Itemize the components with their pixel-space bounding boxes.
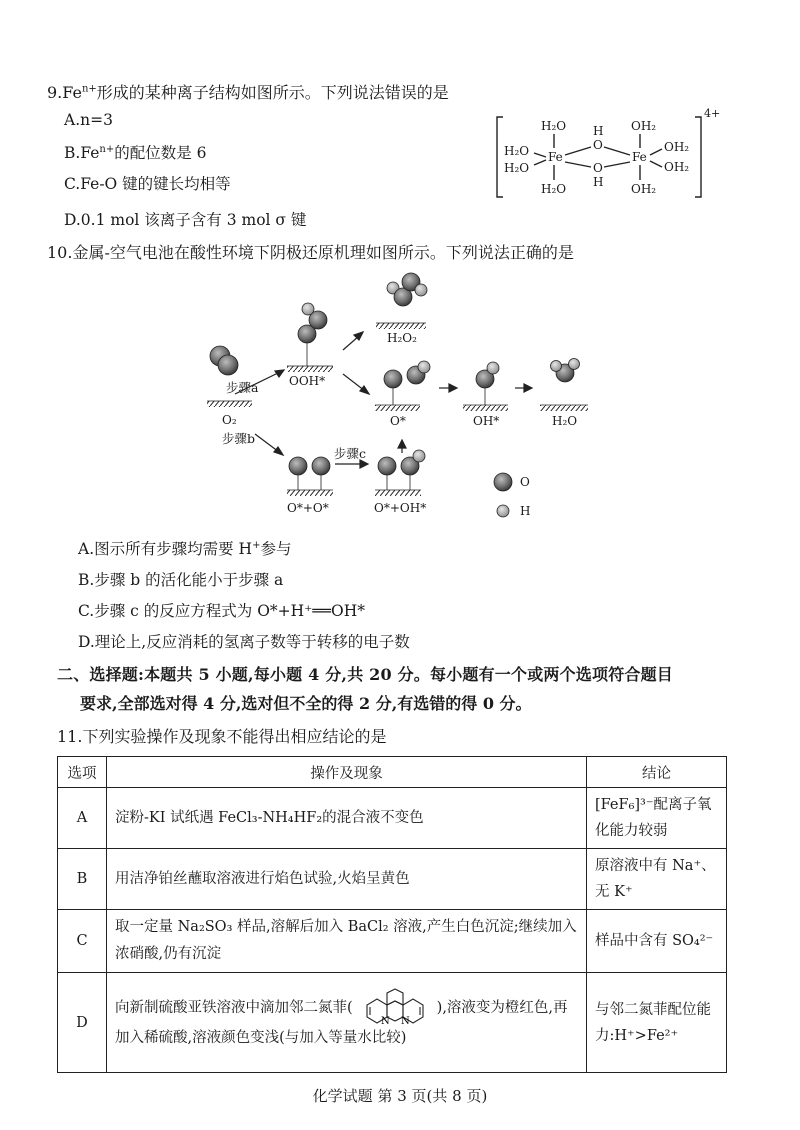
h2o-left-1: H₂O bbox=[504, 144, 530, 158]
row-b-operation: 用洁净铂丝蘸取溶液进行焰色试验,火焰呈黄色 bbox=[107, 849, 587, 910]
row-d-option: D bbox=[58, 973, 107, 1073]
row-d-operation: 向新制硫酸亚铁溶液中滴加邻二氮菲( N N ),溶液变为橙红色,再加入稀硫酸,溶液颜色变浅(与加入等量水比较) bbox=[107, 973, 587, 1073]
label-h2o: H₂O bbox=[552, 414, 578, 428]
row-c-conclusion: 样品中含有 SO₄²⁻ bbox=[587, 910, 727, 973]
row-c-option: C bbox=[58, 910, 107, 973]
q10-stem: 10.金属-空气电池在酸性环境下阴极还原机理如图所示。下列说法正确的是 bbox=[47, 243, 574, 262]
o-bridge-top: O bbox=[593, 138, 603, 152]
oh2-right-2: OH₂ bbox=[664, 160, 690, 174]
label-o-star: O* bbox=[390, 414, 406, 428]
phenanthroline-structure bbox=[353, 985, 437, 1025]
fe-left: Fe bbox=[548, 150, 563, 164]
label-step-a: 步骤a bbox=[226, 380, 259, 395]
h-bridge-bottom: H bbox=[593, 175, 604, 189]
section2-line2: 要求,全部选对得 4 分,选对但不全的得 2 分,有选错的得 0 分。 bbox=[80, 694, 532, 713]
label-h2o2: H₂O₂ bbox=[387, 331, 417, 345]
oh2-top-right: OH₂ bbox=[631, 119, 657, 133]
q11-stem: 11.下列实验操作及现象不能得出相应结论的是 bbox=[57, 727, 387, 746]
row-b-option: B bbox=[58, 849, 107, 910]
page-footer: 化学试题 第 3 页(共 8 页) bbox=[312, 1087, 488, 1105]
row-a-option: A bbox=[58, 788, 107, 849]
label-step-c: 步骤c bbox=[334, 446, 367, 461]
h2o-bottom-left: H₂O bbox=[541, 182, 567, 196]
table-row bbox=[58, 973, 727, 1073]
label-o-o: O*+O* bbox=[287, 501, 329, 515]
row-c-operation: 取一定量 Na₂SO₃ 样品,溶解后加入 BaCl₂ 溶液,产生白色沉淀;继续加入浓硝酸,仍有沉淀 bbox=[107, 910, 587, 973]
label-o-oh: O*+OH* bbox=[374, 501, 427, 515]
q9-option-a: A.n=3 bbox=[64, 111, 113, 129]
legend-h: H bbox=[520, 504, 531, 518]
row-b-conclusion: 原溶液中有 Na⁺、无 K⁺ bbox=[587, 849, 727, 910]
n-atom-right: N bbox=[400, 1015, 410, 1025]
n-atom-left: N bbox=[380, 1015, 390, 1025]
q9-option-b: $B.Fe^{n+}$的配位数是 6 bbox=[64, 143, 207, 162]
header-conclusion: 结论 bbox=[587, 757, 727, 788]
h-bridge-top: H bbox=[593, 124, 604, 138]
header-option: 选项 bbox=[58, 757, 107, 788]
table-row bbox=[58, 910, 727, 973]
q10-option-a: A.图示所有步骤均需要 H+参与 bbox=[78, 539, 292, 558]
h2o-top-left: H₂O bbox=[541, 119, 567, 133]
fe-right: Fe bbox=[632, 150, 647, 164]
q9-option-c: C.Fe-O 键的键长均相等 bbox=[64, 175, 231, 193]
ion-charge: 4+ bbox=[704, 107, 721, 120]
h2o-left-2: H₂O bbox=[504, 161, 530, 175]
row-a-conclusion: [FeF₆]³⁻配离子氧化能力较弱 bbox=[587, 788, 727, 849]
q10-option-c: C.步骤 c 的反应方程式为 O*+H⁺══OH* bbox=[78, 602, 365, 620]
section2-line1: 二、选择题:本题共 5 小题,每小题 4 分,共 20 分。每小题有一个或两个选项符合题目 bbox=[57, 665, 674, 684]
q9-stem: $9.Fe^{n+}$形成的某种离子结构如图所示。下列说法错误的是 bbox=[47, 83, 449, 102]
q10-option-d: D.理论上,反应消耗的氢离子数等于转移的电子数 bbox=[78, 633, 410, 651]
table-header-row bbox=[58, 757, 727, 788]
table-row bbox=[58, 849, 727, 910]
row-a-operation: 淀粉-KI 试纸遇 FeCl₃-NH₄HF₂的混合液不变色 bbox=[107, 788, 587, 849]
oh2-right-1: OH₂ bbox=[664, 140, 690, 154]
row-d-conclusion: 与邻二氮菲配位能力:H⁺>Fe²⁺ bbox=[587, 973, 727, 1073]
header-operation: 操作及现象 bbox=[107, 757, 587, 788]
cathode-mechanism-diagram bbox=[195, 268, 615, 530]
label-oh-star: OH* bbox=[473, 414, 500, 428]
legend-o: O bbox=[520, 475, 530, 489]
fe-dimer-structure bbox=[490, 105, 730, 205]
oh2-bottom-right: OH₂ bbox=[631, 182, 657, 196]
q11-table bbox=[57, 756, 727, 1073]
table-row bbox=[58, 788, 727, 849]
o-bridge-bottom: O bbox=[593, 161, 603, 175]
label-step-b: 步骤b bbox=[222, 431, 256, 446]
q9-option-d: D.0.1 mol 该离子含有 3 mol σ 键 bbox=[64, 211, 307, 229]
label-o2: O₂ bbox=[222, 413, 237, 427]
label-ooh: OOH* bbox=[289, 374, 326, 388]
q10-option-b: B.步骤 b 的活化能小于步骤 a bbox=[78, 571, 284, 589]
